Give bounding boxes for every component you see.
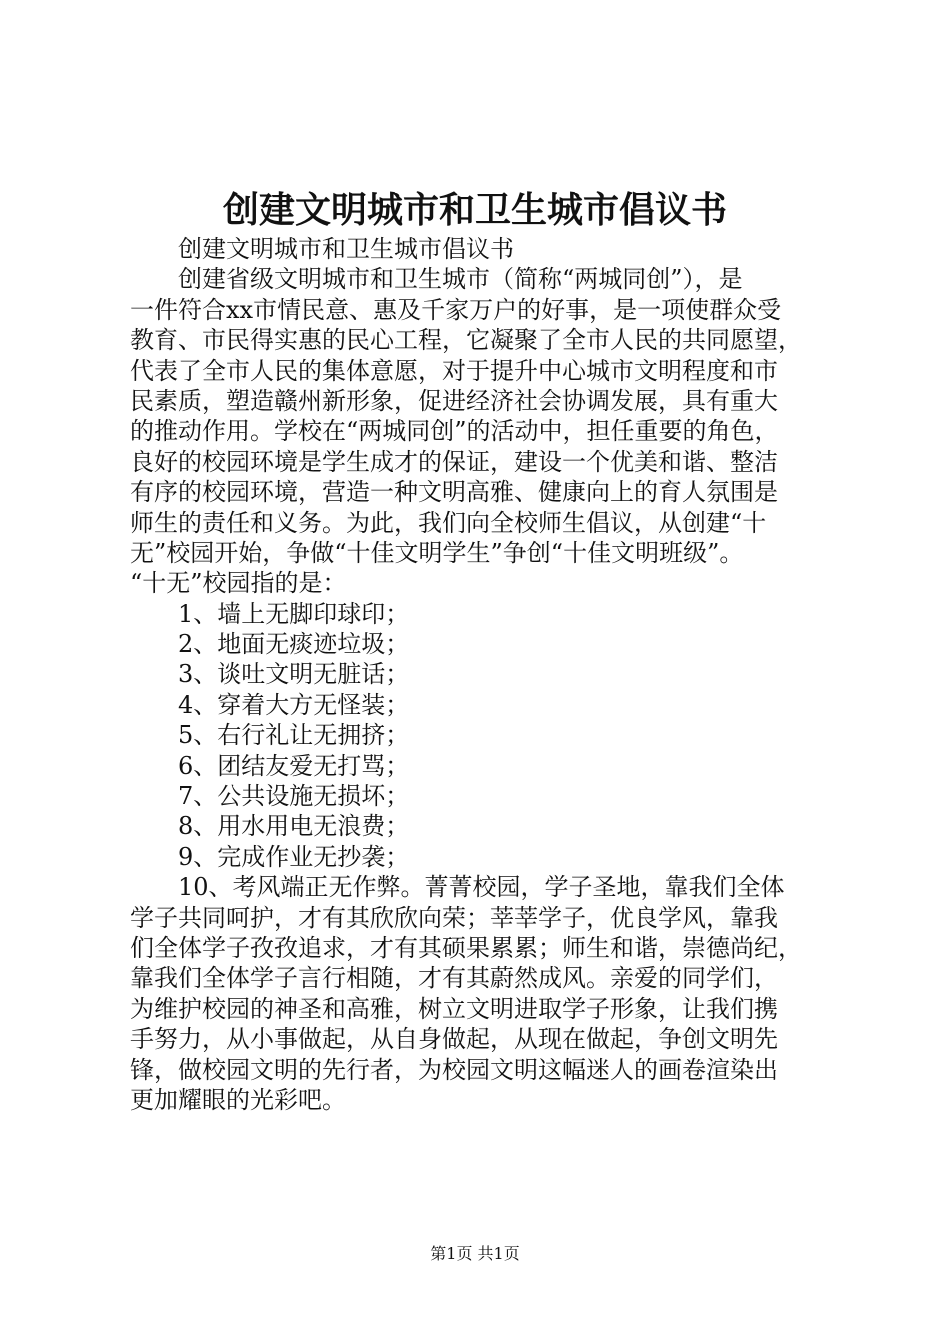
body-line: 为维护校园的神圣和高雅，树立文明进取学子形象，让我们携	[130, 994, 778, 1023]
list-item: 4、穿着大方无怪装；	[178, 690, 410, 719]
body-line: 有序的校园环境，营造一种文明高雅、健康向上的育人氛围是	[130, 478, 778, 507]
body-line: 教育、市民得实惠的民心工程，它凝聚了全市人民的共同愿望，	[130, 326, 802, 355]
document-body	[130, 234, 850, 1115]
body-line: “十无”校园指的是：	[130, 569, 347, 598]
body-line: 无”校园开始，争做“十佳文明学生”争创“十佳文明班级”。	[130, 538, 744, 567]
list-item: 7、公共设施无损坏；	[178, 782, 410, 811]
body-line: 良好的校园环境是学生成才的保证，建设一个优美和谐、整洁	[130, 447, 778, 476]
body-line: 创建文明城市和卫生城市倡议书	[178, 235, 514, 263]
list-item: 8、用水用电无浪费；	[178, 812, 410, 841]
body-line: 手努力，从小事做起，从自身做起，从现在做起，争创文明先	[130, 1025, 778, 1054]
body-line: 靠我们全体学子言行相随，才有其蔚然成风。亲爱的同学们，	[130, 964, 778, 993]
body-line: 一件符合xx市情民意、惠及千家万户的好事，是一项使群众受	[130, 295, 782, 324]
body-line: 学子共同呵护，才有其欣欣向荣；莘莘学子，优良学风，靠我	[130, 903, 778, 932]
list-item: 9、完成作业无抄袭；	[178, 842, 410, 871]
body-line: 锋，做校园文明的先行者，为校园文明这幅迷人的画卷渲染出	[130, 1055, 778, 1084]
body-line: 师生的责任和义务。为此，我们向全校师生倡议，从创建“十	[130, 508, 767, 537]
list-item: 2、地面无痰迹垃圾；	[178, 630, 410, 659]
body-line: 的推动作用。学校在“两城同创”的活动中，担任重要的角色，	[130, 417, 779, 446]
list-item: 5、右行礼让无拥挤；	[178, 721, 410, 750]
body-line: 们全体学子孜孜追求，才有其硕果累累；师生和谐，崇德尚纪，	[130, 933, 802, 962]
list-item: 6、团结友爱无打骂；	[178, 751, 410, 780]
document-title: 创建文明城市和卫生城市倡议书	[222, 189, 727, 231]
list-item: 10、考风端正无作弊。菁菁校园，学子圣地，靠我们全体	[178, 873, 785, 902]
list-item: 1、墙上无脚印球印；	[178, 599, 410, 628]
body-line: 代表了全市人民的集体意愿，对于提升中心城市文明程度和市	[130, 356, 778, 385]
body-line: 更加耀眼的光彩吧。	[130, 1085, 346, 1114]
body-line: 创建省级文明城市和卫生城市（简称“两城同创”），是	[178, 265, 743, 294]
page-number-footer: 第1页 共1页	[430, 1244, 520, 1263]
body-line: 民素质，塑造赣州新形象，促进经济社会协调发展，具有重大	[130, 386, 778, 415]
list-item: 3、谈吐文明无脏话；	[178, 660, 410, 689]
